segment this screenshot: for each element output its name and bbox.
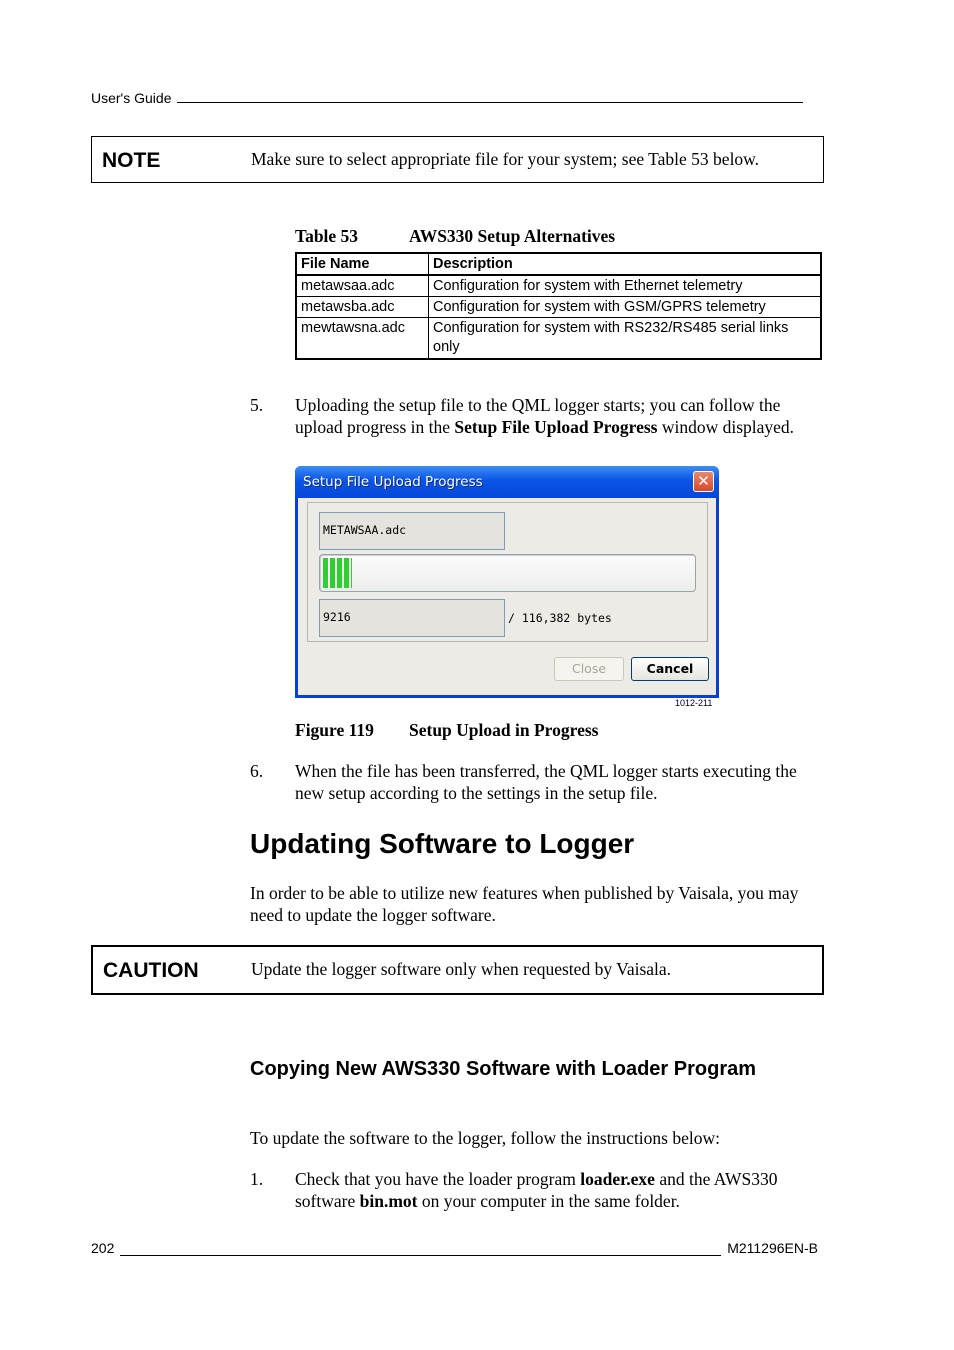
column-header-description: Description (429, 253, 822, 275)
column-header-file-name: File Name (296, 253, 429, 275)
description-cell: Configuration for system with GSM/GPRS telemetry (429, 297, 822, 318)
progress-fill (323, 558, 352, 588)
page-footer (91, 1240, 818, 1256)
caution-label: CAUTION (103, 959, 199, 982)
document-code: M211296EN-B (727, 1240, 818, 1256)
window-titlebar (295, 466, 719, 498)
description-cell: Configuration for system with Ethernet telemetry (429, 275, 822, 297)
file-name-cell: metawsaa.adc (296, 275, 429, 297)
file-name-cell: metawsba.adc (296, 297, 429, 318)
step-number: 5. (250, 395, 264, 415)
step-number: 6. (250, 761, 264, 781)
subsection-heading: Copying New AWS330 Software with Loader Program (250, 1058, 757, 1080)
note-box (91, 136, 824, 183)
page-number: 202 (91, 1240, 115, 1256)
figure-id: 1012-211 (675, 698, 713, 708)
setup-alternatives-table (295, 252, 822, 360)
subsection-intro: To update the software to the logger, follow the instructions below: (250, 1128, 720, 1148)
close-button[interactable]: Close (554, 657, 624, 681)
loader-exe-bold: loader.exe (580, 1169, 655, 1189)
step-1 (250, 1168, 830, 1214)
table-row (296, 275, 821, 297)
file-name-cell: mewtawsna.adc (296, 318, 429, 360)
window-client-area (298, 498, 716, 695)
close-icon[interactable]: ✕ (693, 471, 714, 492)
table-row (296, 318, 821, 360)
note-text: Make sure to select appropriate file for your system; see Table 53 below. (251, 149, 760, 169)
note-label: NOTE (102, 149, 161, 172)
running-header (91, 90, 803, 106)
cancel-button[interactable]: Cancel (631, 657, 709, 681)
window-title: Setup File Upload Progress (303, 474, 483, 490)
step-text: When the file has been transferred, the QML logger starts executing the new setup according to the settings in the setup file. (295, 761, 797, 803)
step-number: 1. (250, 1169, 264, 1189)
caution-box (91, 945, 824, 995)
progress-bar (319, 554, 696, 592)
footer-rule (120, 1243, 721, 1256)
step-5 (250, 394, 830, 464)
figure-title: Setup Upload in Progress (409, 720, 599, 740)
step-6 (250, 760, 830, 806)
figure-number: Figure 119 (295, 720, 374, 740)
table-number: Table 53 (295, 226, 359, 246)
progress-group (307, 502, 708, 642)
table-caption (295, 226, 615, 247)
window-name-bold: Setup File Upload Progress (454, 417, 658, 437)
filename-field: METAWSAA.adc (319, 512, 505, 550)
step-text: Uploading the setup file to the QML logger starts; you can follow the upload progress in the Setup File Upload Progress window displayed. (295, 395, 795, 437)
table-row (296, 297, 821, 318)
header-rule (177, 90, 803, 103)
running-title: User's Guide (91, 90, 172, 106)
table-title: AWS330 Setup Alternatives (409, 226, 616, 246)
section-intro: In order to be able to utilize new features when published by Vaisala, you may need to update the logger software. (250, 883, 799, 925)
upload-progress-window (295, 466, 719, 698)
description-cell: Configuration for system with RS232/RS485 serial links only (429, 318, 822, 360)
bytes-sent-field: 9216 (319, 599, 505, 637)
section-heading: Updating Software to Logger (250, 828, 635, 859)
caution-text: Update the logger software only when requested by Vaisala. (251, 959, 672, 979)
step-text: Check that you have the loader program loader.exe and the AWS330 software bin.mot on your computer in the same folder. (295, 1169, 778, 1211)
figure-caption (295, 720, 598, 741)
bytes-total-label: / 116,382 bytes (508, 611, 612, 625)
bin-mot-bold: bin.mot (359, 1191, 418, 1211)
table-header-row (296, 253, 821, 275)
